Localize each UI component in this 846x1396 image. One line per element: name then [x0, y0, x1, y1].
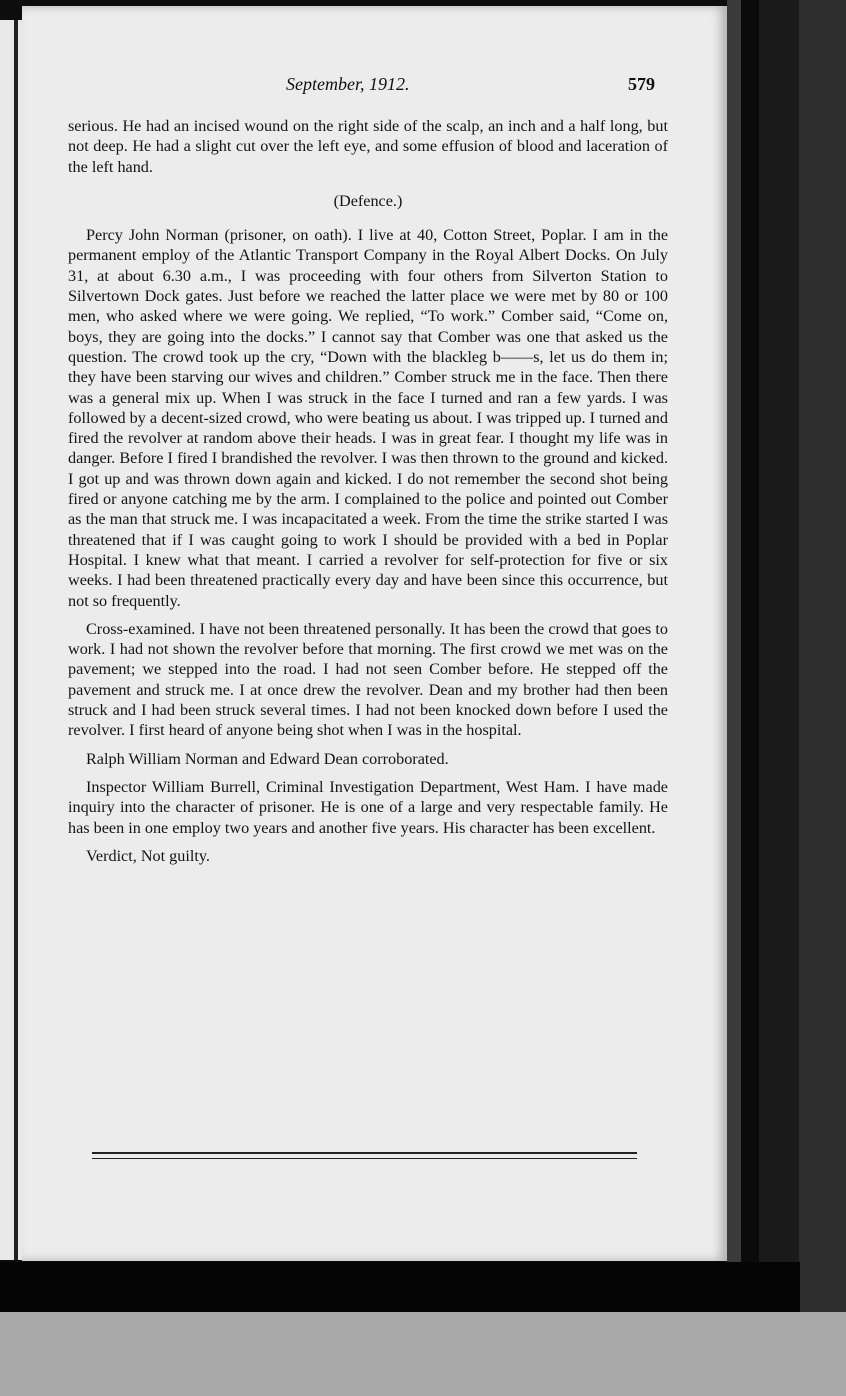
- right-background: [799, 0, 846, 1396]
- page-number: 579: [628, 74, 655, 94]
- paragraph-corroboration: Ralph William Norman and Edward Dean corroborated.: [86, 749, 449, 768]
- paragraph-inspector-testimony: Inspector William Burrell, Criminal Investigation Department, West Ham. I have made inquiry into the character of prisoner. He is one of a large and very respectable family. He has been in one employ two years and another five years. His character has been excellent.: [68, 777, 668, 837]
- paragraph-cross-examination: Cross-examined. I have not been threatened personally. It has been the crowd that goes to work. I had not shown the revolver before that morning. The first crowd we met was on the pavement; we stepped into the road. I had not seen Comber before. He stepped off the pavement and struck me. I at once drew the revolver. Dean and my brother had then been struck and I had been struck several times. I had not been knocked down before I used the revolver. I first heard of anyone being shot when I was in the hospital.: [68, 619, 668, 740]
- end-rule-thin: [92, 1158, 637, 1159]
- end-rule-thick: [92, 1152, 637, 1154]
- previous-page-shadow: [14, 20, 18, 1260]
- previous-page-edge: [0, 20, 22, 1260]
- paragraph-continuation: serious. He had an incised wound on the right side of the scalp, an inch and a half long, but not deep. He had a slight cut over the left eye, and some effusion of blood and laceration of the left hand.: [68, 117, 668, 176]
- section-heading: (Defence.): [333, 191, 403, 210]
- page-bottom-shadow: [0, 1262, 800, 1312]
- running-head: September, 1912.: [286, 74, 410, 94]
- page-body: [68, 116, 668, 866]
- book-binding: [741, 0, 759, 1265]
- book-spine: [759, 0, 799, 1396]
- page-header: [50, 74, 655, 98]
- page-gutter-shadow: [727, 0, 741, 1265]
- paragraph-prisoner-testimony: Percy John Norman (prisoner, on oath). I live at 40, Cotton Street, Poplar. I am in the permanent employ of the Atlantic Transport Company in the Royal Albert Docks. On July 31, at about 6.30 a.m., I was proceeding with four others from Silverton Station to Silvertown Dock gates. Just before we reached the latter place we were met by 80 or 100 men, who asked where we were going. We replied, “To work.” Comber said, “Come on, boys, they are going into the docks.” I cannot say that Comber was one that asked us the question. The crowd took up the cry, “Down with the blackleg b——s, let us do them in; they have been starving our wives and children.” Comber struck me in the face. Then there was a general mix up. When I was struck in the face I turned and ran a few yards. I was followed by a decent-sized crowd, who were beating us about. I was tripped up. I turned and fired the revolver at random above their heads. I was in great fear. I thought my life was in danger. Before I fired I brandished the revolver. I was then thrown to the ground and kicked. I got up and was thrown down again and kicked. I do not remember the second shot being fired or anyone catching me by the arm. I complained to the police and pointed out Comber as the man that struck me. I was incapacitated a week. From the time the strike started I was threatened that if I was caught going to work I should be provided with a bed in Poplar Hospital. I knew what that meant. I carried a revolver for self-protection for five or six weeks. I had been threatened practically every day and have been since this occurrence, but not so frequently.: [68, 226, 668, 610]
- scan-bed: [0, 1312, 846, 1396]
- paragraph-verdict: Verdict, Not guilty.: [86, 846, 210, 865]
